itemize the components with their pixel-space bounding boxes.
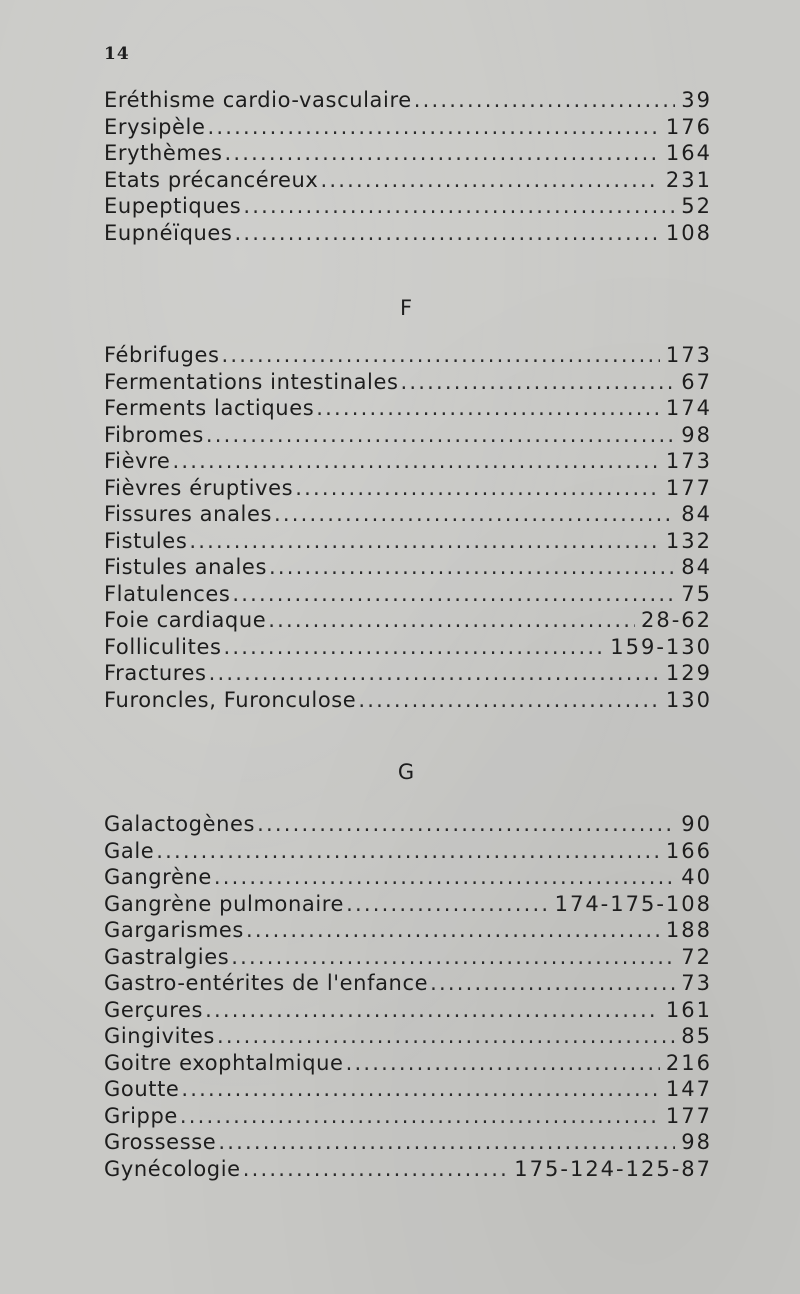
entry-term: Galactogènes — [104, 812, 256, 836]
dot-leader — [156, 839, 660, 863]
index-entry — [104, 688, 712, 715]
index-section-g — [104, 812, 712, 1183]
index-entry — [104, 476, 712, 503]
index-entry — [104, 141, 712, 168]
entry-term: Flatulences — [104, 581, 231, 606]
entry-pages: 159-130 — [610, 634, 712, 659]
entry-term: Gargarismes — [104, 918, 244, 942]
index-entry — [104, 168, 712, 195]
entry-pages: 161 — [665, 997, 712, 1022]
entry-pages: 174-175-108 — [554, 891, 712, 916]
entry-term: Goutte — [104, 1077, 180, 1101]
entry-term: Fractures — [104, 661, 207, 685]
index-entry — [104, 661, 712, 688]
dot-leader — [209, 661, 660, 685]
entry-pages: 67 — [681, 369, 712, 394]
dot-leader — [401, 370, 676, 394]
index-entry — [104, 918, 712, 945]
dot-leader — [243, 194, 675, 218]
entry-pages: 130 — [665, 687, 712, 712]
index-entry — [104, 555, 712, 582]
dot-leader — [206, 423, 675, 447]
entry-pages: 132 — [665, 528, 712, 553]
index-entry — [104, 945, 712, 972]
entry-pages: 188 — [665, 918, 712, 942]
entry-term: Goitre exophtalmique — [104, 1050, 344, 1075]
dot-leader — [217, 1024, 675, 1048]
dot-leader — [189, 529, 660, 553]
index-entry — [104, 115, 712, 142]
index-entry — [104, 88, 712, 115]
dot-leader — [430, 971, 675, 995]
index-entry — [104, 343, 712, 370]
dot-leader — [214, 865, 675, 889]
dot-leader — [181, 1077, 659, 1101]
index-entry — [104, 502, 712, 529]
index-entry — [104, 971, 712, 998]
entry-term: Foie cardiaque — [104, 608, 267, 632]
entry-term: Gale — [104, 838, 155, 863]
entry-term: Gangrène pulmonaire — [104, 891, 345, 916]
entry-term: Ferments lactiques — [104, 396, 315, 420]
dot-leader — [224, 635, 605, 659]
entry-pages: 98 — [681, 1130, 712, 1154]
index-entry — [104, 1104, 712, 1131]
entry-pages: 98 — [681, 422, 712, 447]
entry-pages: 73 — [681, 971, 712, 995]
index-entry — [104, 1157, 712, 1184]
entry-term: Eupnéïques — [104, 220, 233, 245]
entry-pages: 177 — [665, 475, 712, 500]
entry-term: Gastralgies — [104, 944, 230, 969]
dot-leader — [320, 168, 659, 192]
index-entry — [104, 812, 712, 839]
index-entry — [104, 1077, 712, 1104]
entry-term: Gynécologie — [104, 1156, 241, 1181]
index-entry — [104, 582, 712, 609]
entry-pages: 175-124-125-87 — [514, 1156, 712, 1181]
dot-leader — [222, 343, 660, 367]
index-entry — [104, 998, 712, 1025]
index-entry — [104, 635, 712, 662]
index-entry — [104, 370, 712, 397]
entry-term: Grippe — [104, 1103, 178, 1128]
dot-leader — [358, 688, 660, 712]
entry-term: Fébrifuges — [104, 343, 220, 367]
dot-leader — [274, 502, 675, 526]
index-entry — [104, 221, 712, 248]
entry-pages: 85 — [681, 1024, 712, 1048]
entry-term: Grossesse — [104, 1130, 217, 1154]
entry-pages: 28-62 — [640, 608, 712, 632]
dot-leader — [205, 998, 660, 1022]
entry-term: Fissures anales — [104, 502, 273, 526]
entry-pages: 166 — [665, 838, 712, 863]
entry-pages: 39 — [681, 88, 712, 112]
index-entry — [104, 529, 712, 556]
dot-leader — [246, 918, 660, 942]
dot-leader — [180, 1104, 660, 1128]
entry-pages: 173 — [665, 449, 712, 473]
entry-pages: 72 — [681, 944, 712, 969]
dot-leader — [346, 1051, 660, 1075]
dot-leader — [268, 608, 635, 632]
entry-pages: 231 — [665, 167, 712, 192]
dot-leader — [231, 945, 675, 969]
entry-pages: 84 — [681, 502, 712, 526]
entry-term: Fistules — [104, 528, 188, 553]
index-entry — [104, 608, 712, 635]
dot-leader — [232, 582, 675, 606]
dot-leader — [225, 141, 660, 165]
index-entry — [104, 396, 712, 423]
index-entry — [104, 865, 712, 892]
entry-pages: 129 — [665, 661, 712, 685]
page-number: 14 — [104, 44, 130, 64]
entry-pages: 176 — [665, 114, 712, 139]
entry-pages: 177 — [665, 1103, 712, 1128]
entry-term: Etats précancéreux — [104, 167, 319, 192]
entry-term: Eupeptiques — [104, 194, 242, 218]
index-entry — [104, 839, 712, 866]
entry-term: Folliculites — [104, 634, 222, 659]
entry-term: Gingivites — [104, 1024, 215, 1048]
index-entry — [104, 423, 712, 450]
index-entry — [104, 892, 712, 919]
entry-pages: 174 — [665, 396, 712, 420]
entry-term: Fibromes — [104, 422, 204, 447]
entry-pages: 40 — [681, 865, 712, 889]
entry-term: Gastro-entérites de l'enfance — [104, 971, 429, 995]
entry-term: Fistules anales — [104, 555, 267, 579]
dot-leader — [172, 449, 659, 473]
entry-term: Gangrène — [104, 865, 212, 889]
index-entry — [104, 449, 712, 476]
entry-term: Erythèmes — [104, 141, 223, 165]
entry-term: Erysipèle — [104, 114, 206, 139]
entry-pages: 52 — [681, 194, 712, 218]
entry-pages: 108 — [665, 220, 712, 245]
entry-term: Fermentations intestinales — [104, 369, 399, 394]
entry-pages: 75 — [681, 581, 712, 606]
entry-pages: 216 — [665, 1050, 712, 1075]
dot-leader — [234, 221, 659, 245]
index-entry — [104, 1130, 712, 1157]
dot-leader — [295, 476, 660, 500]
dot-leader — [218, 1130, 675, 1154]
index-entry — [104, 1024, 712, 1051]
section-letter-g: G — [397, 760, 415, 784]
entry-pages: 84 — [681, 555, 712, 579]
entry-pages: 147 — [665, 1077, 712, 1101]
dot-leader — [208, 115, 660, 139]
entry-pages: 90 — [681, 812, 712, 836]
index-section-f — [104, 343, 712, 714]
entry-pages: 164 — [665, 141, 712, 165]
dot-leader — [257, 812, 675, 836]
index-entry — [104, 194, 712, 221]
dot-leader — [269, 555, 675, 579]
dot-leader — [316, 396, 660, 420]
dot-leader — [414, 88, 676, 112]
section-letter-f: F — [399, 296, 413, 320]
entry-term: Eréthisme cardio-vasculaire — [104, 88, 412, 112]
index-section-e — [104, 88, 712, 247]
entry-pages: 173 — [665, 343, 712, 367]
dot-leader — [346, 892, 549, 916]
entry-term: Fièvre — [104, 449, 171, 473]
entry-term: Fièvres éruptives — [104, 475, 294, 500]
entry-term: Furoncles, Furonculose — [104, 687, 357, 712]
entry-term: Gerçures — [104, 997, 204, 1022]
index-entry — [104, 1051, 712, 1078]
dot-leader — [243, 1157, 509, 1181]
